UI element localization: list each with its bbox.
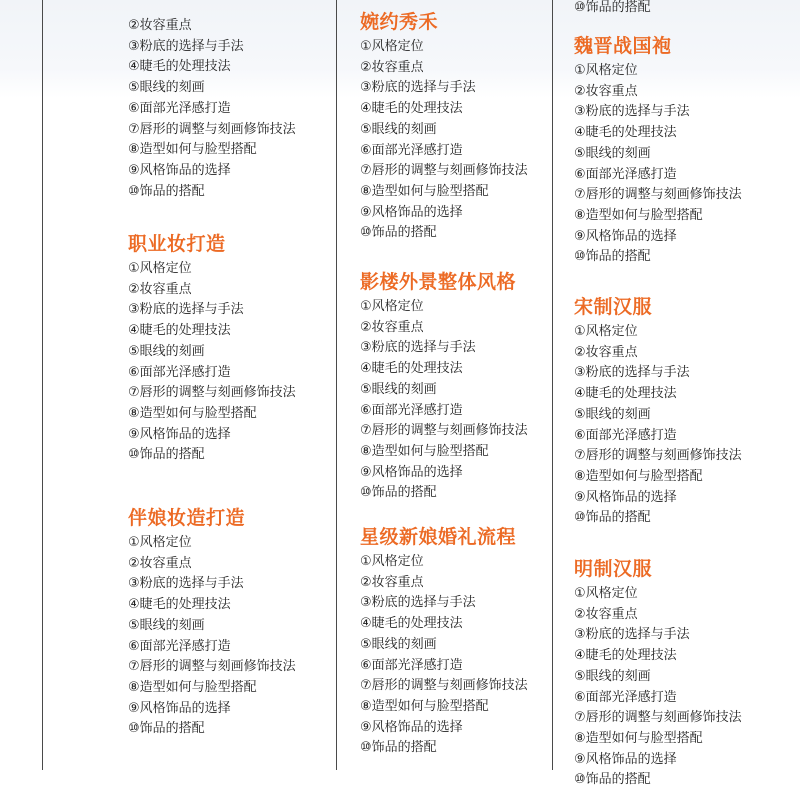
- lesson-item: ⑦唇形的调整与刻画修饰技法: [360, 423, 528, 439]
- lesson-item: ①风格定位: [574, 63, 638, 78]
- lesson-item: ①风格定位: [360, 554, 424, 569]
- lesson-item: ⑤眼线的刻画: [128, 617, 205, 633]
- lesson-item: ⑨风格饰品的选择: [360, 719, 463, 735]
- lesson-item: ⑨风格饰品的选择: [128, 162, 231, 178]
- section-title: 职业妆打造: [128, 233, 226, 255]
- lesson-item: ⑦唇形的调整与刻画修饰技法: [128, 385, 296, 401]
- section-title: 影楼外景整体风格: [360, 271, 517, 293]
- column-divider-left: [42, 0, 43, 770]
- lesson-item: ⑧造型如何与脸型搭配: [360, 183, 489, 199]
- lesson-item: ⑤眼线的刻画: [360, 381, 437, 397]
- lesson-item: ④睫毛的处理技法: [128, 59, 231, 75]
- column-divider-right: [552, 0, 553, 770]
- lesson-item: ③粉底的选择与手法: [360, 340, 476, 356]
- lesson-item: ⑨风格饰品的选择: [574, 751, 677, 767]
- lesson-item: ⑤眼线的刻画: [574, 668, 651, 684]
- lesson-item: ⑩饰品的搭配: [360, 225, 437, 241]
- lesson-item: ④睫毛的处理技法: [574, 386, 677, 402]
- lesson-item: ⑤眼线的刻画: [574, 406, 651, 422]
- lesson-item: ⑥面部光泽感打造: [128, 364, 231, 380]
- lesson-item: ⑩饰品的搭配: [128, 183, 205, 199]
- section-title: 星级新娘婚礼流程: [360, 526, 517, 548]
- lesson-item: ②妆容重点: [574, 83, 638, 99]
- section-title: 魏晋战国袍: [574, 35, 672, 57]
- lesson-item: ①风格定位: [360, 299, 424, 314]
- lesson-item: ⑤眼线的刻画: [128, 343, 205, 359]
- lesson-item: ⑦唇形的调整与刻画修饰技法: [360, 163, 528, 179]
- lesson-item: ⑩饰品的搭配: [360, 740, 437, 756]
- lesson-item: ⑨风格饰品的选择: [360, 464, 463, 480]
- lesson-item: ①风格定位: [574, 586, 638, 601]
- lesson-item: ②妆容重点: [128, 555, 192, 571]
- lesson-item: ⑥面部光泽感打造: [128, 100, 231, 116]
- lesson-item: ⑧造型如何与脸型搭配: [128, 142, 257, 158]
- lesson-item: ④睫毛的处理技法: [360, 101, 463, 117]
- lesson-item: ④睫毛的处理技法: [128, 323, 231, 339]
- lesson-item: ⑥面部光泽感打造: [128, 638, 231, 654]
- lesson-item: ④睫毛的处理技法: [360, 361, 463, 377]
- section-title: 宋制汉服: [574, 296, 653, 318]
- lesson-item: ⑦唇形的调整与刻画修饰技法: [574, 187, 742, 203]
- column-divider-middle: [336, 0, 337, 770]
- lesson-item: ④睫毛的处理技法: [128, 597, 231, 613]
- lesson-item: ⑨风格饰品的选择: [360, 204, 463, 220]
- lesson-item: ⑨风格饰品的选择: [128, 426, 231, 442]
- lesson-item: ⑩饰品的搭配: [360, 485, 437, 501]
- section-title: 伴娘妆造打造: [128, 507, 246, 529]
- lesson-item: ⑥面部光泽感打造: [360, 657, 463, 673]
- lesson-item: ⑦唇形的调整与刻画修饰技法: [574, 710, 742, 726]
- lesson-item: ①风格定位: [128, 535, 192, 550]
- lesson-item: ③粉底的选择与手法: [128, 302, 244, 318]
- lesson-item: ⑧造型如何与脸型搭配: [574, 468, 703, 484]
- lesson-item: ②妆容重点: [574, 606, 638, 622]
- lesson-item: ⑧造型如何与脸型搭配: [128, 679, 257, 695]
- lesson-item: ⑦唇形的调整与刻画修饰技法: [128, 659, 296, 675]
- lesson-item: ③粉底的选择与手法: [128, 576, 244, 592]
- lesson-item: ④睫毛的处理技法: [574, 125, 677, 141]
- lesson-item: ②妆容重点: [360, 574, 424, 590]
- lesson-item: ③粉底的选择与手法: [574, 365, 690, 381]
- lesson-item: ⑧造型如何与脸型搭配: [574, 207, 703, 223]
- lesson-item: ②妆容重点: [128, 18, 192, 33]
- lesson-item: ⑩饰品的搭配: [128, 721, 205, 737]
- lesson-item: ⑩饰品的搭配: [574, 249, 651, 265]
- lesson-item: ⑥面部光泽感打造: [360, 402, 463, 418]
- lesson-item: ⑥面部光泽感打造: [574, 166, 677, 182]
- lesson-item: ⑧造型如何与脸型搭配: [574, 730, 703, 746]
- lesson-item: ③粉底的选择与手法: [360, 595, 476, 611]
- lesson-item: ⑤眼线的刻画: [128, 80, 205, 96]
- lesson-item: ⑩饰品的搭配: [128, 447, 205, 463]
- lesson-item: ②妆容重点: [574, 344, 638, 360]
- lesson-item: ⑧造型如何与脸型搭配: [360, 443, 489, 459]
- lesson-item: ③粉底的选择与手法: [574, 104, 690, 120]
- section-title: 明制汉服: [574, 558, 653, 580]
- lesson-item: ②妆容重点: [128, 281, 192, 297]
- lesson-item: ⑥面部光泽感打造: [574, 689, 677, 705]
- lesson-item: ⑥面部光泽感打造: [574, 427, 677, 443]
- lesson-item: ②妆容重点: [360, 59, 424, 75]
- lesson-item: ⑨风格饰品的选择: [574, 489, 677, 505]
- lesson-item: ④睫毛的处理技法: [574, 648, 677, 664]
- lesson-item: ⑦唇形的调整与刻画修饰技法: [128, 121, 296, 137]
- lesson-item: ⑤眼线的刻画: [574, 145, 651, 161]
- lesson-item: ⑤眼线的刻画: [360, 121, 437, 137]
- lesson-item: ⑦唇形的调整与刻画修饰技法: [574, 448, 742, 464]
- lesson-item: ①风格定位: [574, 324, 638, 339]
- lesson-item: ⑩饰品的搭配: [574, 0, 651, 15]
- lesson-item: ③粉底的选择与手法: [574, 627, 690, 643]
- lesson-item: ⑩饰品的搭配: [574, 510, 651, 526]
- lesson-item: ⑧造型如何与脸型搭配: [360, 698, 489, 714]
- lesson-item: ③粉底的选择与手法: [128, 38, 244, 54]
- lesson-item: ①风格定位: [128, 261, 192, 276]
- section-title: 婉约秀禾: [360, 11, 439, 33]
- lesson-item: ②妆容重点: [360, 319, 424, 335]
- lesson-item: ⑤眼线的刻画: [360, 636, 437, 652]
- lesson-item: ⑥面部光泽感打造: [360, 142, 463, 158]
- lesson-item: ⑨风格饰品的选择: [574, 228, 677, 244]
- lesson-item: ①风格定位: [360, 39, 424, 54]
- lesson-item: ⑨风格饰品的选择: [128, 700, 231, 716]
- lesson-item: ⑦唇形的调整与刻画修饰技法: [360, 678, 528, 694]
- lesson-item: ⑩饰品的搭配: [574, 772, 651, 788]
- lesson-item: ③粉底的选择与手法: [360, 80, 476, 96]
- lesson-item: ⑧造型如何与脸型搭配: [128, 405, 257, 421]
- lesson-item: ④睫毛的处理技法: [360, 616, 463, 632]
